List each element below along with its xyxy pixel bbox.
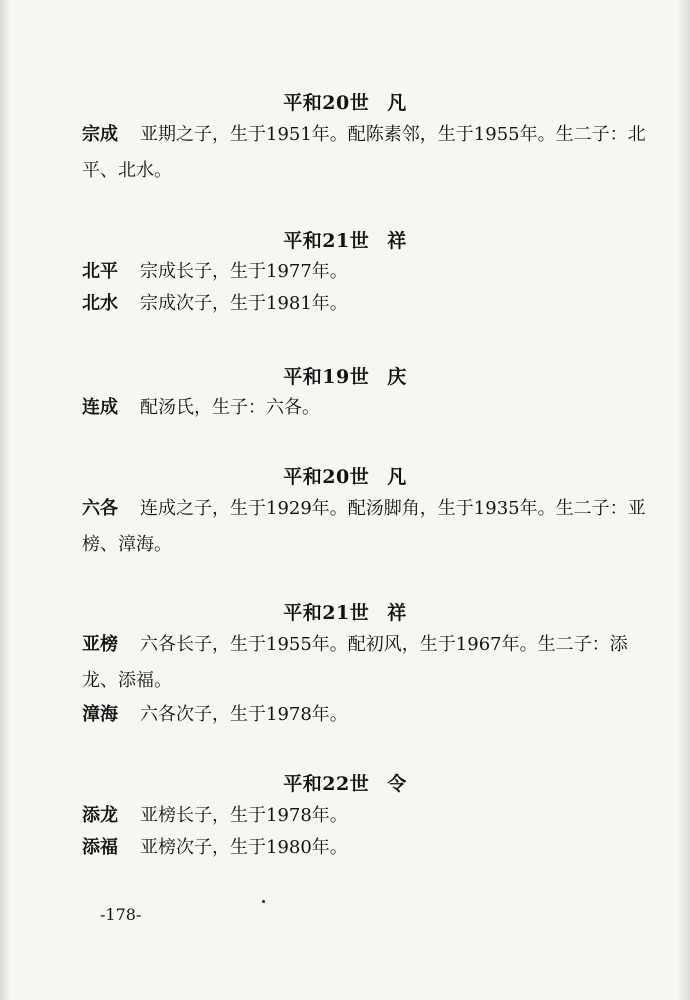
person-description: 宗成次子，生于1981年。 xyxy=(140,293,348,314)
generation-character: 凡 xyxy=(387,92,407,114)
person-description: 宗成长子，生于1977年。 xyxy=(140,261,348,282)
generation-character: 祥 xyxy=(387,230,407,252)
genealogy-entry xyxy=(82,286,662,322)
person-name: 宗成 xyxy=(82,124,118,145)
genealogy-entry xyxy=(82,254,662,290)
person-name: 六各 xyxy=(82,498,118,519)
generation-label: 平和22世 xyxy=(283,773,370,795)
generation-character: 令 xyxy=(387,773,407,795)
person-name: 连成 xyxy=(82,397,118,418)
person-description: 六各长子，生于1955年。配初风，生于1967年。生二子：添龙、添福。 xyxy=(82,634,628,691)
genealogy-entry xyxy=(82,830,662,866)
generation-heading xyxy=(0,462,690,489)
genealogy-entry xyxy=(82,117,662,189)
genealogy-entry xyxy=(82,798,662,834)
person-description: 亚榜次子，生于1980年。 xyxy=(140,837,348,858)
generation-heading xyxy=(0,769,690,796)
person-name: 添福 xyxy=(82,837,118,858)
generation-label: 平和20世 xyxy=(283,92,370,114)
person-name: 北水 xyxy=(82,293,118,314)
person-name: 亚榜 xyxy=(82,634,118,655)
person-name: 北平 xyxy=(82,261,118,282)
scan-speck xyxy=(262,900,265,903)
generation-character: 庆 xyxy=(387,366,407,388)
generation-heading xyxy=(0,226,690,253)
generation-heading xyxy=(0,598,690,625)
person-name: 漳海 xyxy=(82,704,118,725)
generation-heading xyxy=(0,362,690,389)
page-number: -178- xyxy=(100,905,142,924)
generation-label: 平和20世 xyxy=(283,466,370,488)
genealogy-entry xyxy=(82,627,662,699)
genealogy-entry xyxy=(82,390,662,426)
person-description: 六各次子，生于1978年。 xyxy=(140,704,348,725)
generation-label: 平和19世 xyxy=(283,366,370,388)
scan-edge-left xyxy=(0,0,10,1000)
person-description: 连成之子，生于1929年。配汤脚角，生于1935年。生二子：亚榜、漳海。 xyxy=(82,498,646,555)
generation-heading xyxy=(0,88,690,115)
person-description: 配汤氏，生子：六各。 xyxy=(140,397,320,418)
genealogy-entry xyxy=(82,491,662,563)
person-name: 添龙 xyxy=(82,805,118,826)
person-description: 亚期之子，生于1951年。配陈素邻，生于1955年。生二子：北平、北水。 xyxy=(82,124,646,181)
scan-edge-right xyxy=(678,0,690,1000)
generation-label: 平和21世 xyxy=(283,230,370,252)
genealogy-entry xyxy=(82,697,662,733)
person-description: 亚榜长子，生于1978年。 xyxy=(140,805,348,826)
generation-character: 祥 xyxy=(387,602,407,624)
generation-character: 凡 xyxy=(387,466,407,488)
generation-label: 平和21世 xyxy=(283,602,370,624)
